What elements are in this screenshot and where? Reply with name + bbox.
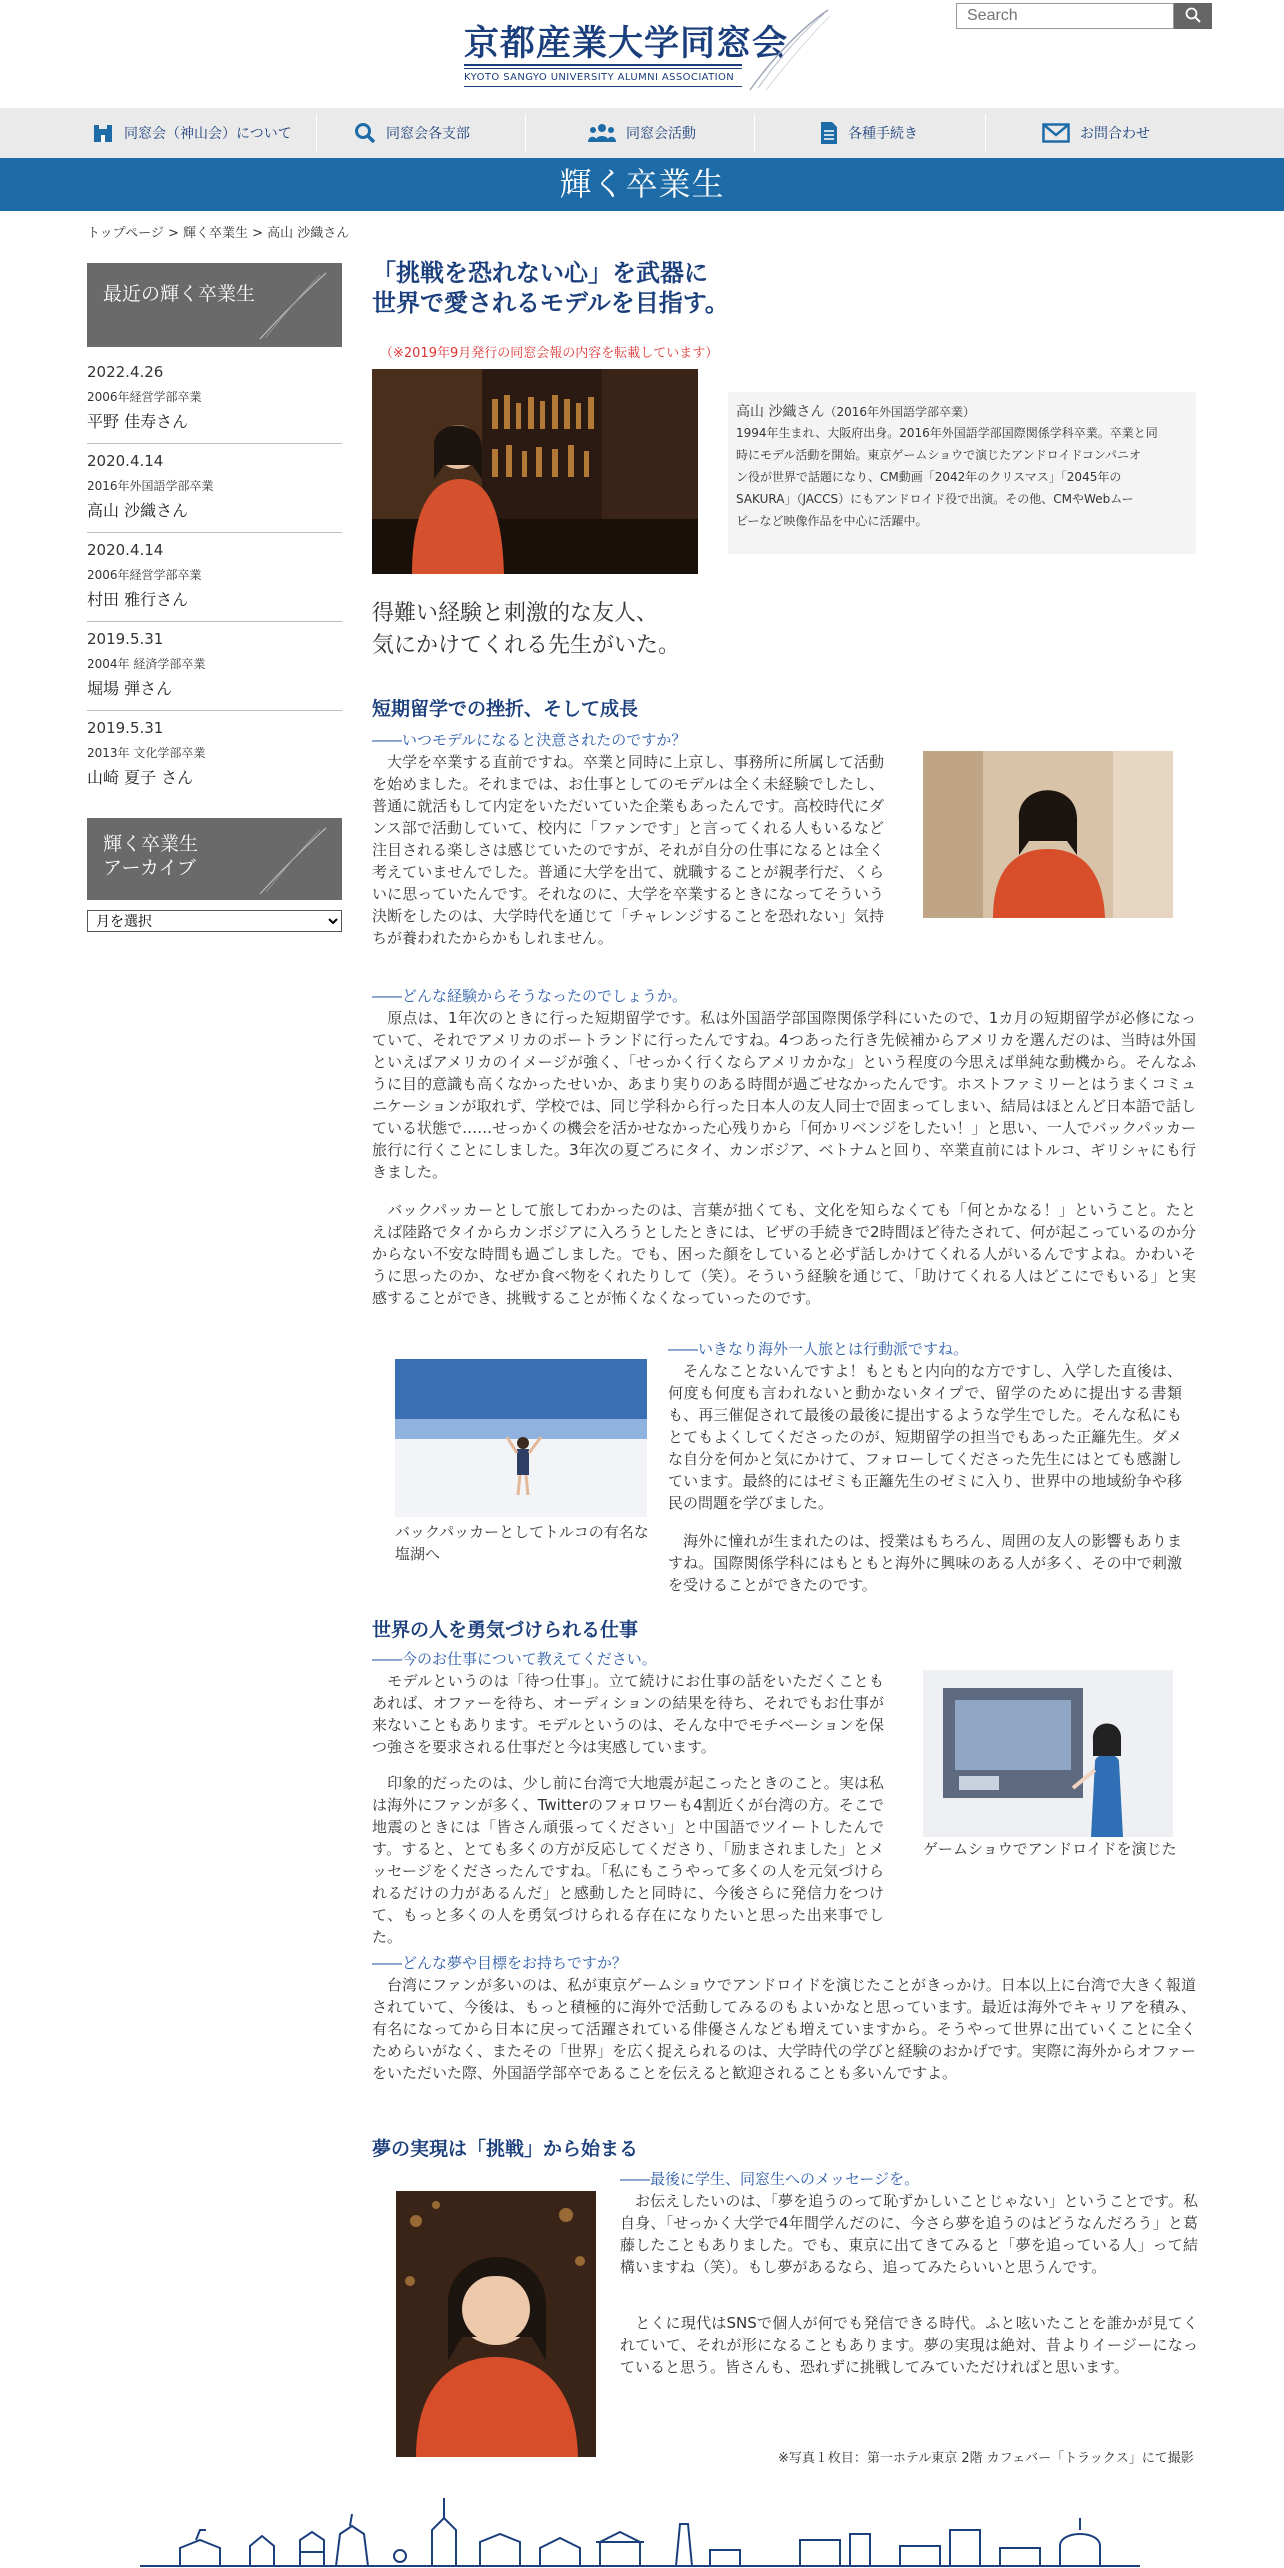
article-title [372, 258, 852, 318]
search-form [956, 3, 1212, 29]
magnifier-icon [1184, 6, 1202, 24]
article-title-line: 世界で愛されるモデルを目指す。 [372, 289, 729, 317]
nav-label: 各種手続き [848, 126, 918, 142]
entry-dept: 2013年 文化学部卒業 [87, 746, 206, 760]
portrait-photo-closeup [396, 2191, 596, 2457]
nav-divider [985, 114, 986, 152]
answer-paragraph: そんなことないんですよ！もともと内向的な方ですし、入学した直後は、何度も何度も言われないと動かないタイプで、留学のために提出する書類も、再三催促されて最後の最後に提出するような学生でした。そんな私にもとてもよくしてくださったのが、短期留学の担当でもあった正籬先生。ダメな自分を何かと気にかけて、フォローしてくださった先生にはとても感謝しています。最終的にはゼミも正籬先生のゼミに入り、世界中の地域紛争や移民の問題を学びました。 [668, 1362, 1182, 1512]
search-icon [354, 122, 376, 144]
nav-label: お問合わせ [1080, 126, 1150, 142]
lead-line: 得難い経験と刺激的な友人、 [372, 601, 659, 626]
sidebar-entry[interactable] [87, 535, 342, 622]
entry-dept: 2016年外国語学部卒業 [87, 479, 214, 493]
logo-rule-bottom [464, 86, 742, 87]
answer-paragraph: 海外に憧れが生まれたのは、授業はもちろん、周囲の友人の影響もありますね。国際関係学科にはもともと海外に興味のある人が多く、その中で刺激を受けることができたのです。 [668, 1532, 1182, 1594]
question: ――どんな夢や目標をお持ちですか？ [372, 1954, 627, 1972]
nav-label: 同窓会活動 [626, 126, 696, 142]
portrait-photo-interview [923, 751, 1173, 918]
profile-bio-line: 時にモデル活動を開始。東京ゲームショウで演じたアンドロイドコンパニオ [736, 448, 1142, 462]
nav-item-activities[interactable] [588, 108, 696, 158]
nav-label: 同窓会（神山会）について [124, 126, 292, 142]
photo-caption: ゲームショウでアンドロイドを演じた [923, 1840, 1177, 1858]
answer-paragraph: 印象的だったのは、少し前に台湾で大地震が起こったときのこと。実は私は海外にファンが多く、Twitterのフォロワーも4割近くが台湾の方。そこで地震のときには「皆さん頑張ってください」と中国語でツイートしたんです。すると、とても多くの方が反応してくださり、「励まされました」とメッセージをくださったんですね。「私にもこうやって多くの人を元気づけられるだけの力があるんだ」と感動したと同時に、今後さらに発信力をつけて、もっと多くの人を勇気づけられる存在になりたいと思った出来事でした。 [372, 1774, 884, 1946]
nav-item-contact[interactable] [1042, 108, 1150, 158]
section-heading: 短期留学での挫折、そして成長 [372, 698, 639, 720]
entry-name: 村田 雅行さん [87, 590, 189, 609]
section-heading: 夢の実現は「挑戦」から始まる [372, 2138, 639, 2160]
nav-label: 同窓会各支部 [386, 126, 470, 142]
lead-line: 気にかけてくれる先生がいた。 [372, 633, 681, 658]
photo-caption: バックパッカーとしてトルコの有名な塩湖へ [395, 1523, 649, 1563]
swish-decoration-icon [250, 269, 330, 341]
entry-name: 山崎 夏子 さん [87, 768, 194, 787]
entry-dept: 2006年経営学部卒業 [87, 390, 202, 404]
profile-bio-line: 1994年生まれ、大阪府出身。2016年外国語学部国際関係学科卒業。卒業と同 [736, 426, 1158, 440]
nav-divider [525, 114, 526, 152]
archive-title-line: アーカイブ [103, 857, 196, 879]
logo-swish-icon [744, 6, 834, 96]
answer-paragraph: とくに現代はSNSで個人が何でも発信できる時代。ふと呟いたことを誰かが見てくれていて、それが形になることもあります。夢の実現は絶対、昔よりイージーになっていると思う。皆さんも、恐れずに挑戦してみていただければと思います。 [620, 2314, 1198, 2376]
nav-item-branches[interactable] [354, 108, 470, 158]
entry-date: 2020.4.14 [87, 541, 164, 559]
logo-rule-thin [464, 68, 742, 69]
question: ――いつモデルになると決意されたのですか？ [372, 731, 687, 749]
reprint-note: （※2019年9月発行の同窓会報の内容を転載しています） [380, 346, 719, 361]
archive-title-line: 輝く卒業生 [103, 833, 199, 855]
sidebar-entry[interactable] [87, 624, 342, 711]
site-logo[interactable] [460, 12, 830, 102]
sidebar-recent-heading [87, 263, 342, 347]
entry-date: 2019.5.31 [87, 719, 164, 737]
profile-bio-line: ン役が世界で話題になり、CM動画「2042年のクリスマス」「2045年の [736, 470, 1122, 484]
profile-name [736, 402, 1188, 422]
search-button[interactable] [1174, 3, 1212, 29]
question: ――今のお仕事について教えてください。 [372, 1650, 657, 1668]
travel-photo-salt-lake [395, 1359, 647, 1517]
kyoto-skyline-icon [0, 2490, 1284, 2568]
section-heading: 世界の人を勇気づけられる仕事 [372, 1619, 639, 1641]
sidebar-entry[interactable] [87, 446, 342, 533]
logo-rule [464, 64, 742, 66]
entry-date: 2020.4.14 [87, 452, 164, 470]
breadcrumb[interactable]: トップページ > 輝く卒業生 > 高山 沙織さん [87, 226, 350, 241]
entry-name: 平野 佳寿さん [87, 412, 189, 431]
entry-date: 2019.5.31 [87, 630, 164, 648]
nav-item-procedures[interactable] [820, 108, 918, 158]
search-input[interactable] [956, 3, 1174, 29]
building-icon [92, 123, 114, 143]
sidebar-entry[interactable] [87, 357, 342, 444]
answer-paragraph: 原点は、1年次のときに行った短期留学です。私は外国語学部国際関係学科にいたので、1カ月の短期留学が必修になっていて、それでアメリカのポートランドに行ったんですね。4つあった行き先候補からアメリカを選んだのは、当時は外国といえばアメリカのイメージが強く、「せっかく行くならアメリカかな」という程度の今思えば単純な動機から。そんなふうに目的意識も高くなかったせいか、あまり実りのある時間が過ごせなかったんです。ホストファミリーとはうまくコミュニケーションが取れず、学校では、同じ学科から行った日本人の友人同士で固まってしまい、結局はほとんど日本語で話している状態で……せっかくの機会を活かせなかった心残りから「何かリベンジをしたい！」と思い、一人でバックパッカー旅行に行くことにしました。3年次の夏ごろにタイ、カンボジア、ベトナムと回り、卒業直前にはトルコ、ギリシャにも行きました。 [372, 1009, 1196, 1181]
sidebar-entry[interactable] [87, 713, 342, 799]
sidebar-archive-title [103, 832, 198, 880]
main-nav [0, 108, 1284, 158]
question: ――最後に学生、同窓生へのメッセージを。 [620, 2170, 920, 2188]
page-banner: 輝く卒業生 [0, 158, 1284, 211]
answer-paragraph: モデルというのは「待つ仕事」。立て続けにお仕事の話をいただくこともあれば、オファーを待ち、オーディションの結果を待ち、それでもお仕事が来ないこともあります。モデルというのは、そんな中でモチベーションを保つ強さを要求される仕事だと今は実感しています。 [372, 1672, 884, 1756]
profile-name-text: 高山 沙織さん [736, 404, 825, 420]
profile-bio-line: SAKURA」（JACCS）にもアンドロイド役で出演。その他、CMやWebムー [736, 492, 1134, 506]
question: ――どんな経験からそうなったのでしょうか。 [372, 987, 688, 1005]
question: ――いきなり海外一人旅とは行動派ですね。 [668, 1340, 969, 1358]
nav-divider [316, 114, 317, 152]
photo-footnote: ※写真１枚目：第一ホテル東京 2階 カフェバー「トラックス」にて撮影 [778, 2451, 1194, 2466]
lead-text [372, 598, 680, 662]
people-icon [588, 123, 616, 143]
nav-divider [754, 114, 755, 152]
article-title-line: 「挑戦を恐れない心」を武器に [372, 259, 708, 287]
entry-name: 高山 沙織さん [87, 501, 189, 520]
profile-box [728, 392, 1196, 554]
archive-month-select[interactable] [87, 910, 342, 932]
answer-paragraph: 台湾にファンが多いのは、私が東京ゲームショウでアンドロイドを演じたことがきっかけ。日本以上に台湾で大きく報道されていて、今後は、もっと積極的に海外で活動してみるのもよいかなと思っています。最近は海外でキャリアを積み、有名になってから日本に戻って活躍されている俳優さんなども増えていますから。そうやって世界に出ていくことに全くためらいがなく、またその「世界」を広く捉えられるのは、大学時代の学びと経験のおかげです。実際に海外からオファーをいただいた際、外国語学部卒であることを伝えると歓迎されることも多いんですよ。 [372, 1976, 1196, 2082]
document-icon [820, 121, 838, 145]
logo-japanese-text: 京都産業大学同窓会 [464, 24, 789, 64]
site-header [0, 0, 1284, 108]
entry-dept: 2004年 経済学部卒業 [87, 657, 206, 671]
entry-date: 2022.4.26 [87, 363, 164, 381]
entry-dept: 2006年経営学部卒業 [87, 568, 202, 582]
logo-english-text: KYOTO SANGYO UNIVERSITY ALUMNI ASSOCIATION [464, 72, 735, 83]
sidebar-archive-heading [87, 818, 342, 900]
answer-paragraph: 大学を卒業する直前ですね。卒業と同時に上京し、事務所に所属して活動を始めました。それまでは、お仕事としてのモデルは全く未経験でしたし、普通に就活もして内定をいただいていた企業もあったんです。高校時代にダンス部で活動していて、校内に「ファンです」と言ってくれる人もいるなど注目される楽しさは感じていたのですが、それが自分の仕事になるとは全く考えていませんでした。普通に大学を出て、就職することが親孝行だ、くらいに思っていたんです。それなのに、大学を卒業するときになってそういう決断をしたのは、大学時代を通じて「チャレンジすることを恐れない」気持ちが養われたからかもしれません。 [372, 753, 884, 947]
sidebar-recent-title: 最近の輝く卒業生 [103, 283, 256, 305]
swish-decoration-icon [250, 824, 330, 896]
answer-paragraph: バックパッカーとして旅してわかったのは、言葉が拙くても、文化を知らなくても「何とかなる！」ということ。たとえば陸路でタイからカンボジアに入ろうとしたときには、ビザの手続きで2時間ほど待たされて、何が起こっているのか分からない不安な時間も過ごしました。でも、困った顔をしていると必ず話しかけてくれる人がいるんですよね。かわいそうに思ったのか、なぜか食べ物をくれたりして（笑）。そういう経験を通じて、「助けてくれる人はどこにでもいる」と実感することができ、挑戦することが怖くなくなっていったのです。 [372, 1201, 1196, 1307]
profile-bio-line: ビーなど映像作品を中心に活躍中。 [736, 514, 928, 528]
profile-dept: （2016年外国語学部卒業） [824, 405, 975, 419]
mail-icon [1042, 123, 1070, 143]
portrait-photo-bar [372, 369, 698, 574]
gameshow-photo [923, 1670, 1173, 1837]
nav-item-about[interactable] [92, 108, 292, 158]
profile-bio [736, 422, 1188, 532]
entry-name: 堀場 弾さん [87, 679, 173, 698]
answer-paragraph: お伝えしたいのは、「夢を追うのって恥ずかしいことじゃない」ということです。私自身、「せっかく大学で4年間学んだのに、今さら夢を追うのはどうなんだろう」と葛藤したこともありました。でも、東京に出てきてみると「夢を追っている人」って結構いますね（笑）。もし夢があるなら、追ってみたらいいと思うんです。 [620, 2192, 1198, 2276]
